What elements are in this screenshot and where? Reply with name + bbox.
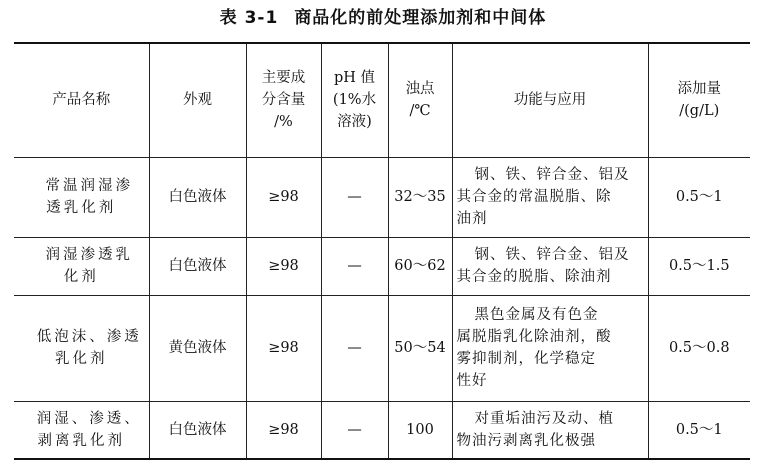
- header-line: 主要成: [261, 70, 306, 87]
- function-line: 钢、铁、锌合金、铝及: [474, 247, 630, 263]
- table-row: [14, 157, 750, 237]
- table-row: [14, 401, 750, 459]
- cloud-point-cell: 60～62: [388, 237, 452, 295]
- table-row: [14, 295, 750, 401]
- function-cell: [452, 157, 648, 237]
- table-row: [14, 237, 750, 295]
- function-line: 性好: [456, 373, 488, 389]
- dosage-cell: 0.5～1.5: [648, 237, 750, 295]
- function-line: 属脱脂乳化除油剂，酸: [456, 329, 612, 345]
- dosage-cell: 0.5～0.8: [648, 295, 750, 401]
- name-line: 常温润湿渗: [45, 178, 133, 194]
- cloud-point-cell: 50～54: [388, 295, 452, 401]
- header-line: 分含量: [261, 92, 306, 109]
- function-cell: [452, 237, 648, 295]
- header-cloud-point: [388, 43, 452, 157]
- function-line: 油剂: [456, 211, 488, 227]
- function-line: 对重垢油污及动、植: [474, 410, 614, 427]
- content-cell: ≥98: [246, 157, 321, 237]
- product-name-cell: [14, 295, 149, 401]
- product-name-cell: [14, 401, 149, 459]
- appearance-cell: 白色液体: [149, 401, 246, 459]
- product-name-cell: [14, 237, 149, 295]
- additives-table: [14, 42, 750, 460]
- appearance-cell: 黄色液体: [149, 295, 246, 401]
- header-line: /(g/L): [679, 103, 720, 120]
- dosage-cell: 0.5～1: [648, 401, 750, 459]
- content-cell: ≥98: [246, 295, 321, 401]
- ph-cell: —: [321, 157, 388, 237]
- header-appearance: 外观: [149, 43, 246, 157]
- function-line: 物油污剥离乳化极强: [456, 432, 596, 449]
- function-line: 钢、铁、锌合金、铝及: [474, 167, 630, 183]
- ph-cell: —: [321, 401, 388, 459]
- header-line: /%: [274, 114, 293, 131]
- header-dosage: [648, 43, 750, 157]
- content-cell: ≥98: [246, 237, 321, 295]
- ph-cell: —: [321, 295, 388, 401]
- table-number: 表 3-1: [219, 8, 279, 28]
- function-line: 其合金的脱脂、除油剂: [456, 269, 612, 285]
- header-main-content: [246, 43, 321, 157]
- name-line: 乳化剂: [55, 351, 108, 367]
- appearance-cell: 白色液体: [149, 157, 246, 237]
- table-caption: [0, 4, 766, 32]
- header-line: 浊点: [405, 81, 435, 98]
- name-line: 剥离乳化剂: [37, 432, 125, 449]
- function-line: 雾抑制剂，化学稳定: [456, 351, 596, 367]
- header-line: 溶液): [337, 114, 372, 131]
- function-cell: [452, 401, 648, 459]
- header-line: /℃: [409, 103, 431, 120]
- function-cell: [452, 295, 648, 401]
- cloud-point-cell: 100: [388, 401, 452, 459]
- content-cell: ≥98: [246, 401, 321, 459]
- header-product-name: 产品名称: [14, 43, 149, 157]
- header-ph-value: [321, 43, 388, 157]
- header-row: [14, 43, 750, 157]
- name-line: 润湿、渗透、: [36, 410, 142, 427]
- header-line: (1%水: [332, 92, 377, 109]
- function-line: 其合金的常温脱脂、除: [456, 189, 612, 205]
- appearance-cell: 白色液体: [149, 237, 246, 295]
- product-name-cell: [14, 157, 149, 237]
- header-line: 添加量: [677, 81, 721, 98]
- name-line: 化剂: [63, 269, 99, 285]
- name-line: 低泡沫、渗透: [36, 329, 142, 345]
- header-function: 功能与应用: [452, 43, 648, 157]
- function-line: 黑色金属及有色金: [474, 307, 599, 323]
- ph-cell: —: [321, 237, 388, 295]
- name-line: 润湿渗透乳: [45, 247, 133, 263]
- header-line: pH 值: [333, 70, 376, 87]
- table-title: 商品化的前处理添加剂和中间体: [294, 8, 547, 28]
- dosage-cell: 0.5～1: [648, 157, 750, 237]
- cloud-point-cell: 32～35: [388, 157, 452, 237]
- name-line: 透乳化剂: [46, 200, 117, 216]
